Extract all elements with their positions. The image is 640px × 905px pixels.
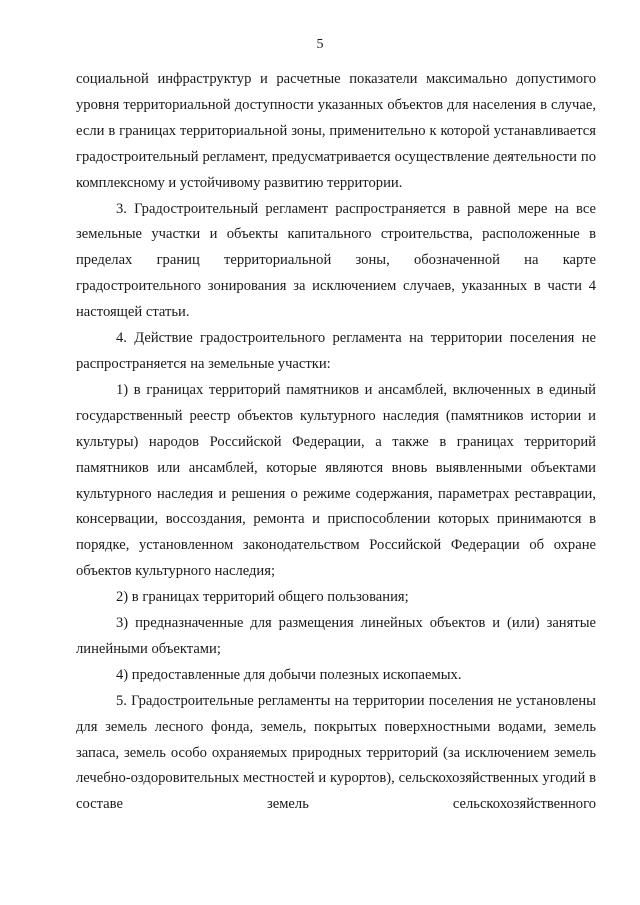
paragraph-item-4: 4. Действие градостроительного регламента на территории поселения не распространяется на земельные участки:	[76, 330, 596, 372]
paragraph-item-5: 5. Градостроительные регламенты на территории поселения не установлены для земель лесного фонда, земель, покрытых поверхностными водами, земель запаса, земель особо охраняемых природных территорий (за исключением земель лечебно-оздоровительных местностей и курортов), сельскохозяйственных угодий в составе земель сельскохозяйственного	[76, 692, 596, 813]
document-body	[76, 67, 596, 818]
paragraph-item-3: 3. Градостроительный регламент распространяется в равной мере на все земельные участки и объекты капитального строительства, расположенные в пределах границ территориальной зоны, обозначенной на карте градостроительного зонирования за исключением случаев, указанных в части 4 настоящей статьи.	[76, 200, 596, 321]
paragraph-subitem-2: 2) в границах территорий общего пользования;	[116, 589, 409, 606]
paragraph-subitem-1: 1) в границах территорий памятников и ансамблей, включенных в единый государственный реестр объектов культурного наследия (памятников истории и культуры) народов Российской Федерации, а также в границах территорий памятников или ансамблей, которые являются вновь выявленными объектами культурного наследия и решения о режиме содержания, параметрах реставрации, консервации, воссоздания, ремонта и приспособлении которых принимаются в порядке, установленном законодательством Российской Федерации об охране объектов культурного наследия;	[76, 381, 596, 580]
paragraph-subitem-3: 3) предназначенные для размещения линейных объектов и (или) занятые линейными объектами;	[76, 615, 596, 657]
paragraph-subitem-4: 4) предоставленные для добычи полезных ископаемых.	[116, 666, 462, 683]
paragraph-continuation: социальной инфраструктур и расчетные показатели максимально допустимого уровня территориальной доступности указанных объектов для населения в случае, если в границах территориальной зоны, применительно к которой устанавливается градостроительный регламент, предусматривается осуществление деятельности по комплексному и устойчивому развитию территории.	[76, 71, 596, 191]
page-number: 5	[316, 37, 324, 52]
